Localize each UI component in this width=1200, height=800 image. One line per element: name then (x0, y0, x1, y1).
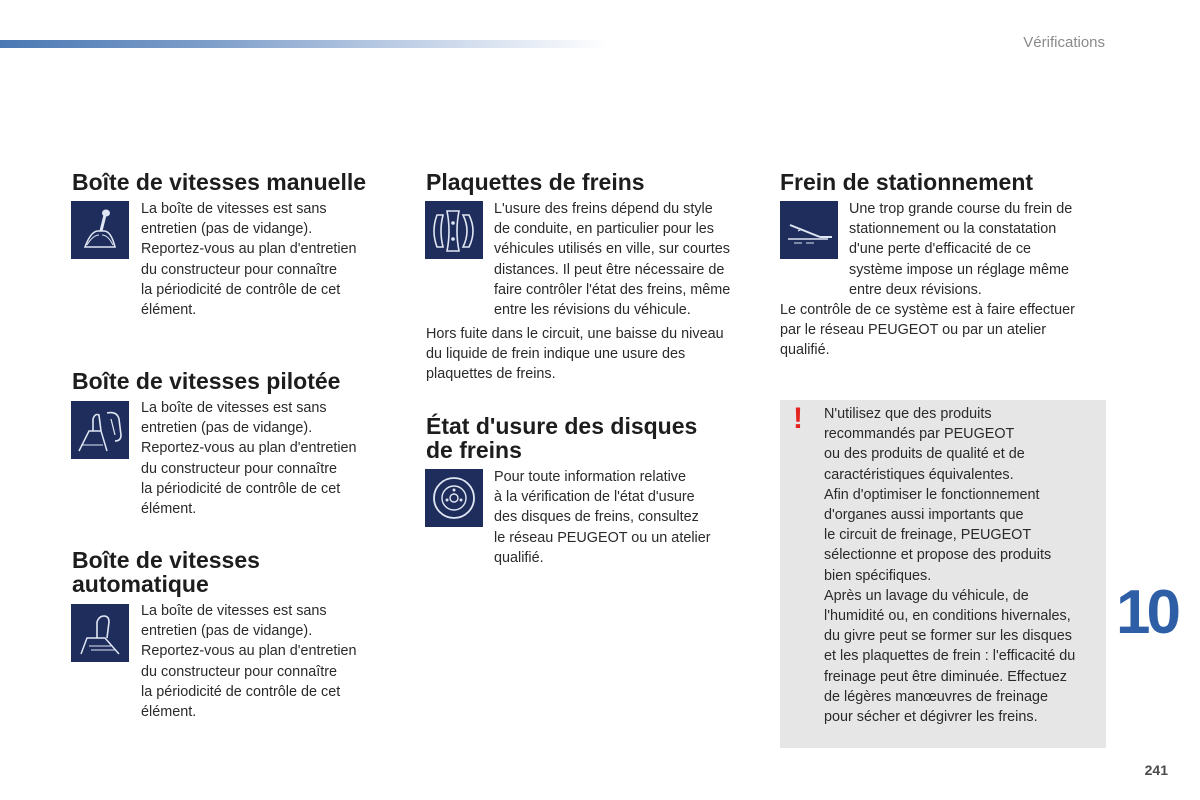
heading-brake-pads: Plaquettes de freins (426, 169, 645, 195)
warning-note-text: N'utilisez que des produits recommandés par PEUGEOT ou des produits de qualité et de caractéristiques équivalentes. Afin d'optimiser le fonctionnement d'organes aussi importants que le circuit de freinage, PEUGEOT sélectionne et propose des produits bien spécifiques. Après un lavage du véhicule, de l'humidité ou, en conditions hivernales, du givre peut se former sur les disques et les plaquettes de frein : l'efficacité du freinage peut être diminuée. Effectuez de légères manœuvres de freinage pour sécher et dégivrer les freins. (824, 406, 1076, 726)
parking-brake-service-text: Le contrôle de ce système est à faire effectuer par le réseau PEUGEOT ou par un atelier qualifié. (780, 302, 1075, 359)
section-title: Vérifications (1023, 34, 1105, 51)
brake-pads-text: L'usure des freins dépend du style de conduite, en particulier pour les véhicules utilisés en ville, sur courtes distances. Il peut être nécessaire de faire contrôler l'état des freins, même entre les révisions du véhicule. (494, 201, 731, 319)
piloted-gearbox-text: La boîte de vitesses est sans entretien (pas de vidange). Reportez-vous au plan d'entretien du constructeur pour connaître la périodicité de contrôle de cet élément. (141, 400, 357, 518)
automatic-gearbox-icon (71, 604, 129, 662)
heading-manual-gearbox: Boîte de vitesses manuelle (72, 169, 367, 195)
parking-brake-icon (780, 201, 838, 259)
parking-brake-text: Une trop grande course du frein de stationnement ou la constatation d'une perte d'efficacité de ce système impose un réglage même entre deux révisions. (849, 201, 1073, 298)
heading-automatic-gearbox: Boîte de vitesses automatique (72, 547, 260, 597)
brake-pads-icon (425, 201, 483, 259)
brake-pads-fluid-text: Hors fuite dans le circuit, une baisse du niveau du liquide de frein indique une usure des plaquettes de freins. (426, 326, 724, 383)
heading-brake-discs: État d'usure des disques de freins (426, 413, 698, 463)
manual-gearbox-icon (71, 201, 129, 259)
brake-disc-icon (425, 469, 483, 527)
heading-piloted-gearbox: Boîte de vitesses pilotée (72, 368, 341, 394)
warning-exclamation-icon: ! (793, 402, 803, 435)
header-gradient-bar (0, 40, 610, 48)
automatic-gearbox-text: La boîte de vitesses est sans entretien (pas de vidange). Reportez-vous au plan d'entretien du constructeur pour connaître la périodicité de contrôle de cet élément. (141, 603, 357, 721)
piloted-gearbox-icon (71, 401, 129, 459)
brake-discs-text: Pour toute information relative à la vérification de l'état d'usure des disques de freins, consultez le réseau PEUGEOT ou un atelier qualifié. (494, 469, 711, 566)
heading-parking-brake: Frein de stationnement (780, 169, 1034, 195)
chapter-number: 10 (1116, 578, 1177, 647)
manual-gearbox-text: La boîte de vitesses est sans entretien (pas de vidange). Reportez-vous au plan d'entretien du constructeur pour connaître la périodicité de contrôle de cet élément. (141, 201, 357, 319)
page-number: 241 (1144, 762, 1168, 778)
